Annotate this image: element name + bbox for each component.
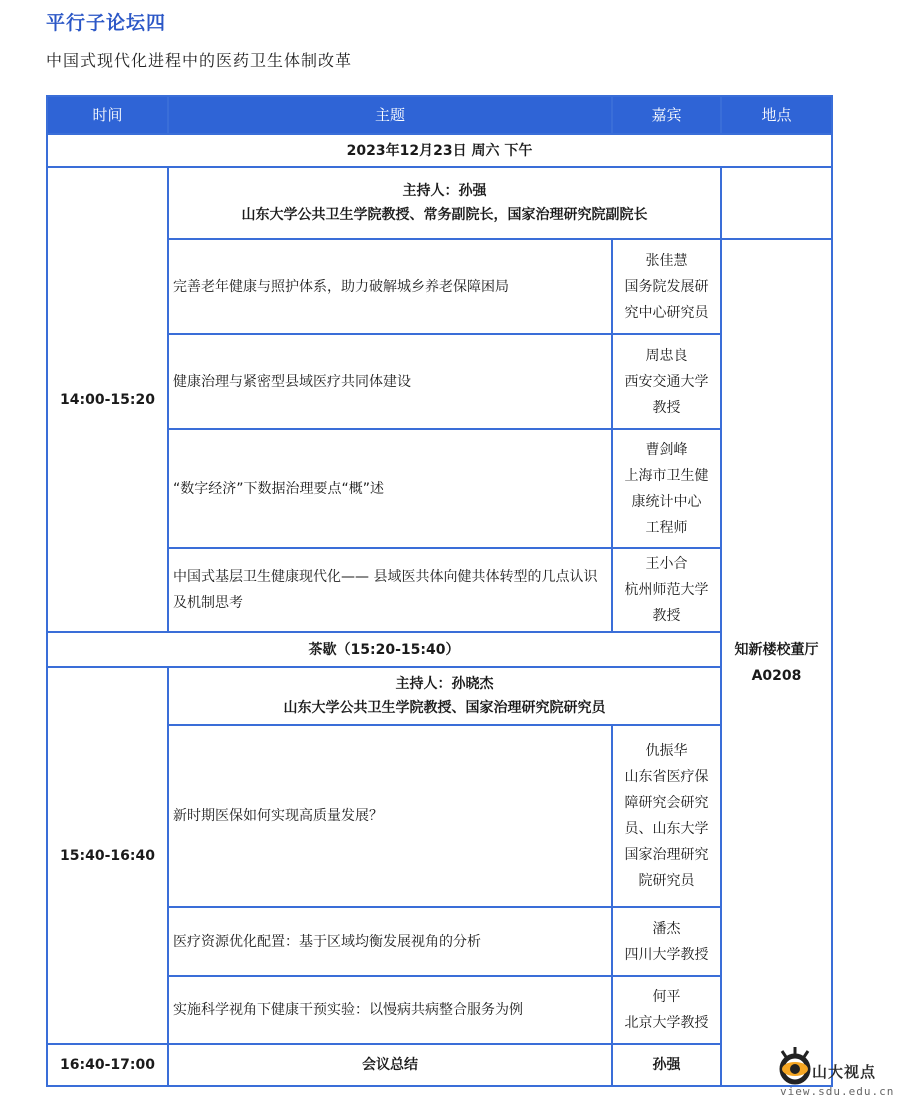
guest-line: 张佳慧	[645, 252, 688, 269]
talk-guest	[612, 429, 721, 548]
guest-line: 北京大学教授	[624, 1015, 709, 1031]
guest-line: 山东省医疗保	[624, 769, 709, 785]
guest-line: 何平	[652, 989, 681, 1005]
closing-guest: 孙强	[612, 1044, 721, 1086]
session2-time: 15:40-16:40	[47, 667, 168, 1044]
talk-guest	[612, 548, 721, 632]
date-cell: 2023年12月23日 周六 下午	[47, 134, 832, 167]
closing-time: 16:40-17:00	[47, 1044, 168, 1086]
session1-host-title: 山东大学公共卫生学院教授、常务副院长，国家治理研究院副院长	[241, 207, 648, 223]
closing-row	[47, 1044, 832, 1086]
sdu-view-logo-icon	[774, 1045, 816, 1087]
guest-line: 教授	[652, 399, 681, 416]
guest-line: 究中心研究员	[624, 304, 709, 321]
talk-guest	[612, 334, 721, 429]
watermark-url: view.sdu.edu.cn	[780, 1085, 895, 1098]
session2-host-title: 山东大学公共卫生学院教授、国家治理研究院研究员	[283, 700, 606, 716]
forum-subtitle: 中国式现代化进程中的医药卫生体制改革	[46, 51, 353, 70]
guest-line: 康统计中心	[631, 493, 702, 510]
session2-host-name: 主持人：孙晓杰	[395, 676, 494, 692]
talk-guest	[612, 976, 721, 1044]
header-time: 时间	[47, 96, 168, 134]
session1-time: 14:00-15:20	[47, 167, 168, 632]
guest-line: 仇振华	[645, 743, 688, 759]
talk-topic: 医疗资源优化配置：基于区域均衡发展视角的分析	[168, 907, 612, 976]
watermark-name: 山大视点	[812, 1063, 877, 1081]
header-guest: 嘉宾	[612, 96, 721, 134]
break-cell: 茶歇（15:20-15:40）	[47, 632, 721, 667]
guest-line: 西安交通大学	[624, 373, 709, 390]
guest-line: 障研究会研究	[624, 795, 709, 811]
guest-line: 王小合	[645, 556, 688, 572]
forum-title: 平行子论坛四	[46, 12, 167, 34]
place-line: 知新楼校董厅	[734, 641, 819, 658]
session1-host-place-empty	[721, 167, 832, 239]
guest-line: 曹剑峰	[645, 441, 688, 458]
guest-line: 教授	[652, 608, 681, 624]
table-header-row	[47, 96, 832, 134]
header-place: 地点	[721, 96, 832, 134]
talk-topic: 新时期医保如何实现高质量发展？	[168, 725, 612, 907]
talk-topic: 完善老年健康与照护体系，助力破解城乡养老保障困局	[168, 239, 612, 334]
place-cell	[721, 239, 832, 1086]
guest-line: 杭州师范大学	[624, 582, 709, 598]
break-row	[47, 632, 832, 667]
talk-topic: 实施科学视角下健康干预实验：以慢病共病整合服务为例	[168, 976, 612, 1044]
session2-host-cell	[168, 667, 721, 725]
guest-line: 国家治理研究	[624, 847, 709, 863]
guest-line: 周忠良	[645, 347, 688, 364]
closing-topic: 会议总结	[168, 1044, 612, 1086]
guest-line: 上海市卫生健	[624, 467, 709, 484]
talk-guest	[612, 725, 721, 907]
guest-line: 院研究员	[638, 873, 695, 889]
table-row	[47, 167, 832, 239]
guest-line: 四川大学教授	[624, 946, 709, 963]
guest-line: 潘杰	[652, 920, 681, 937]
schedule-table	[46, 95, 833, 1087]
talk-guest	[612, 907, 721, 976]
guest-line: 国务院发展研	[624, 278, 709, 295]
watermark	[774, 1045, 894, 1109]
session1-host-cell	[168, 167, 721, 239]
date-row	[47, 134, 832, 167]
header-topic: 主题	[168, 96, 612, 134]
talk-topic: 健康治理与紧密型县域医疗共同体建设	[168, 334, 612, 429]
table-row	[47, 667, 832, 725]
place-line: A0208	[751, 667, 802, 684]
talk-topic: 中国式基层卫生健康现代化—— 县域医共体向健共体转型的几点认识及机制思考	[168, 548, 612, 632]
talk-guest	[612, 239, 721, 334]
session1-host-name: 主持人：孙强	[402, 183, 487, 199]
guest-line: 工程师	[645, 519, 688, 536]
talk-topic: “数字经济”下数据治理要点“概”述	[168, 429, 612, 548]
guest-line: 员、山东大学	[624, 821, 709, 837]
